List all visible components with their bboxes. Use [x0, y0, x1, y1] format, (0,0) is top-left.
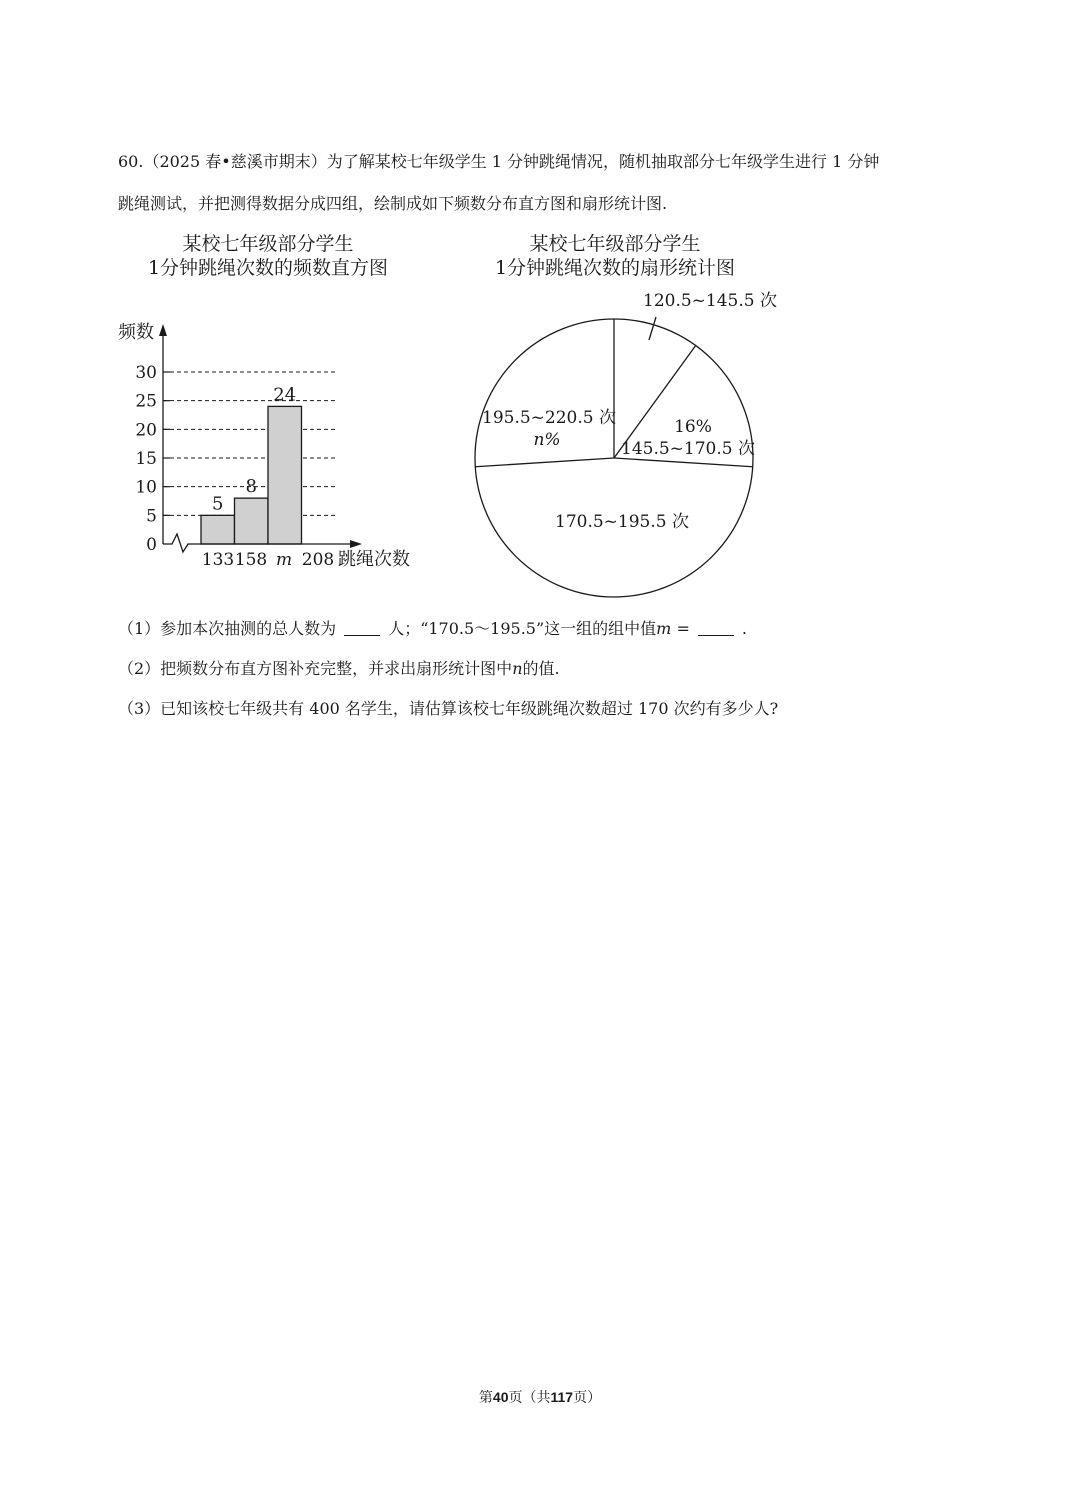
histogram-bar: [201, 515, 235, 544]
footer-page-number: 40: [492, 1389, 509, 1405]
histogram-y-tick-label: 0: [146, 535, 157, 555]
histogram-y-tick-label: 20: [135, 420, 157, 441]
histogram-x-tick-label: m: [275, 550, 293, 570]
question-line-1: 60.（2025 春•慈溪市期末）为了解某校七年级学生 1 分钟跳绳情况，随机抽取部分七年级学生进行 1 分钟: [118, 152, 880, 171]
histogram-y-tick-label: 30: [135, 363, 157, 383]
pie-title-line-1: 某校七年级部分学生: [529, 233, 701, 255]
pie-slice-percent-1: 16%: [674, 417, 712, 437]
page-footer: [0, 1387, 1080, 1407]
histogram-x-tick-label: 208: [301, 550, 335, 570]
histogram-x-ticks: [202, 550, 334, 570]
pie-slice-percent-3: n%: [533, 430, 561, 450]
sub-question-1: [118, 617, 747, 641]
histogram-y-arrow: [159, 324, 167, 336]
sub-question-2: [118, 657, 560, 681]
footer-suffix: 页）: [573, 1389, 602, 1405]
sub1-var-m: m: [656, 619, 672, 638]
histogram-y-tick-label: 5: [146, 506, 157, 527]
question-line-2: 跳绳测试，并把测得数据分成四组，绘制成如下频数分布直方图和扇形统计图.: [118, 194, 668, 213]
pie-title-line-2: 1分钟跳绳次数的扇形统计图: [494, 257, 736, 279]
histogram-title-line-1: 某校七年级部分学生: [182, 233, 354, 255]
figure: [0, 0, 1080, 610]
pie-chart: [475, 233, 777, 597]
footer-mid: 页（共: [508, 1389, 551, 1405]
sub1-text-b: 人；“170.5～195.5”这一组的组中值: [388, 619, 657, 638]
pie-slice-label-2: 170.5~195.5 次: [555, 512, 689, 532]
sub1-equals: =: [676, 619, 690, 638]
histogram-x-label: 跳绳次数: [338, 549, 410, 570]
histogram-bar-label: 5: [212, 493, 224, 515]
sub1-end: .: [741, 619, 747, 638]
histogram-y-tick-label: 25: [135, 391, 157, 412]
histogram-y-tick-label: 10: [135, 477, 157, 498]
answer-blank-total[interactable]: [344, 619, 380, 636]
pie-slice-label-0: 120.5~145.5 次: [643, 291, 777, 311]
answer-blank-m[interactable]: [698, 619, 734, 636]
sub1-text-a: （1）参加本次抽测的总人数为: [118, 619, 337, 638]
footer-prefix: 第: [478, 1389, 493, 1405]
histogram-x-arrow: [350, 540, 362, 548]
histogram-y-label: 频数: [118, 322, 154, 343]
histogram-bar-label: 24: [273, 384, 297, 406]
sub2-text-a: （2）把频数分布直方图补充完整，并求出扇形统计图中: [118, 659, 513, 678]
histogram-bar: [235, 498, 269, 544]
histogram-y-tick-label: 15: [135, 449, 157, 469]
histogram-x-tick-label: 133: [201, 550, 235, 570]
histogram-bar-label: 8: [245, 476, 257, 498]
footer-total-pages: 117: [550, 1389, 574, 1405]
histogram-y-ticks: [135, 363, 157, 555]
histogram-x-tick-label: 158: [234, 550, 268, 570]
pie-slice-label-3: 195.5~220.5 次: [482, 408, 616, 428]
histogram-title-line-2: 1分钟跳绳次数的频数直方图: [147, 257, 389, 279]
sub2-var-n: n: [512, 659, 523, 678]
histogram: [118, 233, 410, 570]
sub2-text-b: 的值.: [522, 659, 560, 678]
pie-slice-label-1: 145.5~170.5 次: [621, 439, 755, 459]
sub-question-3: （3）已知该校七年级共有 400 名学生，请估算该校七年级跳绳次数超过 170 次约有多少人?: [118, 699, 779, 718]
histogram-bar: [268, 406, 302, 544]
